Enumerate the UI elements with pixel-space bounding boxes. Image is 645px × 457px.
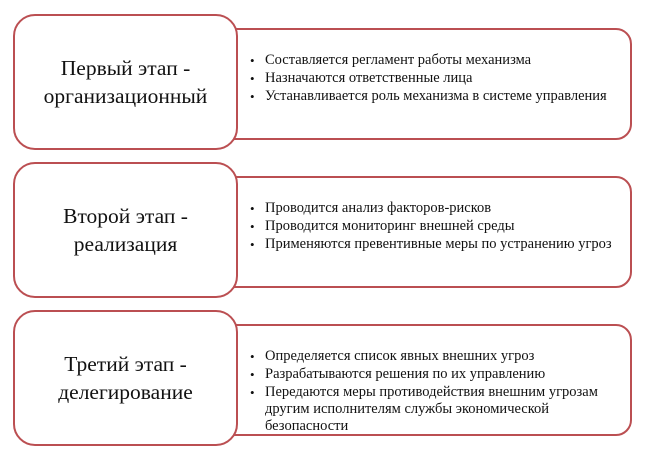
stage-1-title-line-1: Первый этап - [60,56,191,80]
bullet-text: Составляется регламент работы механизма [265,52,532,68]
bullet-item [250,70,612,87]
bullet-icon: • [250,71,255,86]
bullet-text: Определяется список явных внешних угроз [265,348,535,364]
bullet-icon: • [250,53,255,68]
bullet-text: Проводится мониторинг внешней среды [265,218,515,234]
stage-3-details-panel [186,324,632,436]
bullet-icon: • [250,385,255,400]
bullet-item [250,88,612,105]
stage-3-title-box [13,310,238,446]
bullet-text: Назначаются ответственные лица [265,70,473,86]
stage-2-title-line-1: Второй этап - [63,204,188,228]
bullet-text: Разрабатываются решения по их управлению [265,366,546,382]
stage-1-title-box [13,14,238,150]
bullet-icon: • [250,219,255,234]
stage-1-details-panel [186,28,632,140]
bullet-text: Передаются меры противодействия внешним угрозам другим исполнителям службы экономической безопасности [265,384,598,434]
stage-3-title-line-2: делегирование [58,380,193,404]
stage-row-2 [0,162,645,300]
stage-2-title-line-2: реализация [73,232,178,256]
bullet-icon: • [250,349,255,364]
stage-3-title [50,350,201,406]
stage-1-title [36,54,216,110]
bullet-text: Устанавливается роль механизма в системе управления [265,88,607,104]
stage-row-3 [0,310,645,448]
stage-2-details-panel [186,176,632,288]
bullet-item [250,348,612,365]
bullet-item [250,384,612,435]
bullet-item [250,236,612,253]
bullet-item [250,218,612,235]
bullet-text: Применяются превентивные меры по устранению угроз [265,236,612,252]
bullet-icon: • [250,201,255,216]
stage-2-bullet-list [250,200,612,253]
stage-row-1 [0,14,645,152]
stage-1-title-line-2: организационный [43,84,208,108]
bullet-icon: • [250,237,255,252]
bullet-item [250,366,612,383]
stage-3-title-line-1: Третий этап - [64,352,187,376]
stage-2-title-box [13,162,238,298]
bullet-item [250,52,612,69]
bullet-item [250,200,612,217]
stage-2-title [55,202,196,258]
bullet-text: Проводится анализ факторов-рисков [265,200,492,216]
bullet-icon: • [250,89,255,104]
bullet-icon: • [250,367,255,382]
stage-1-bullet-list [250,52,612,105]
stage-3-bullet-list [250,348,612,435]
